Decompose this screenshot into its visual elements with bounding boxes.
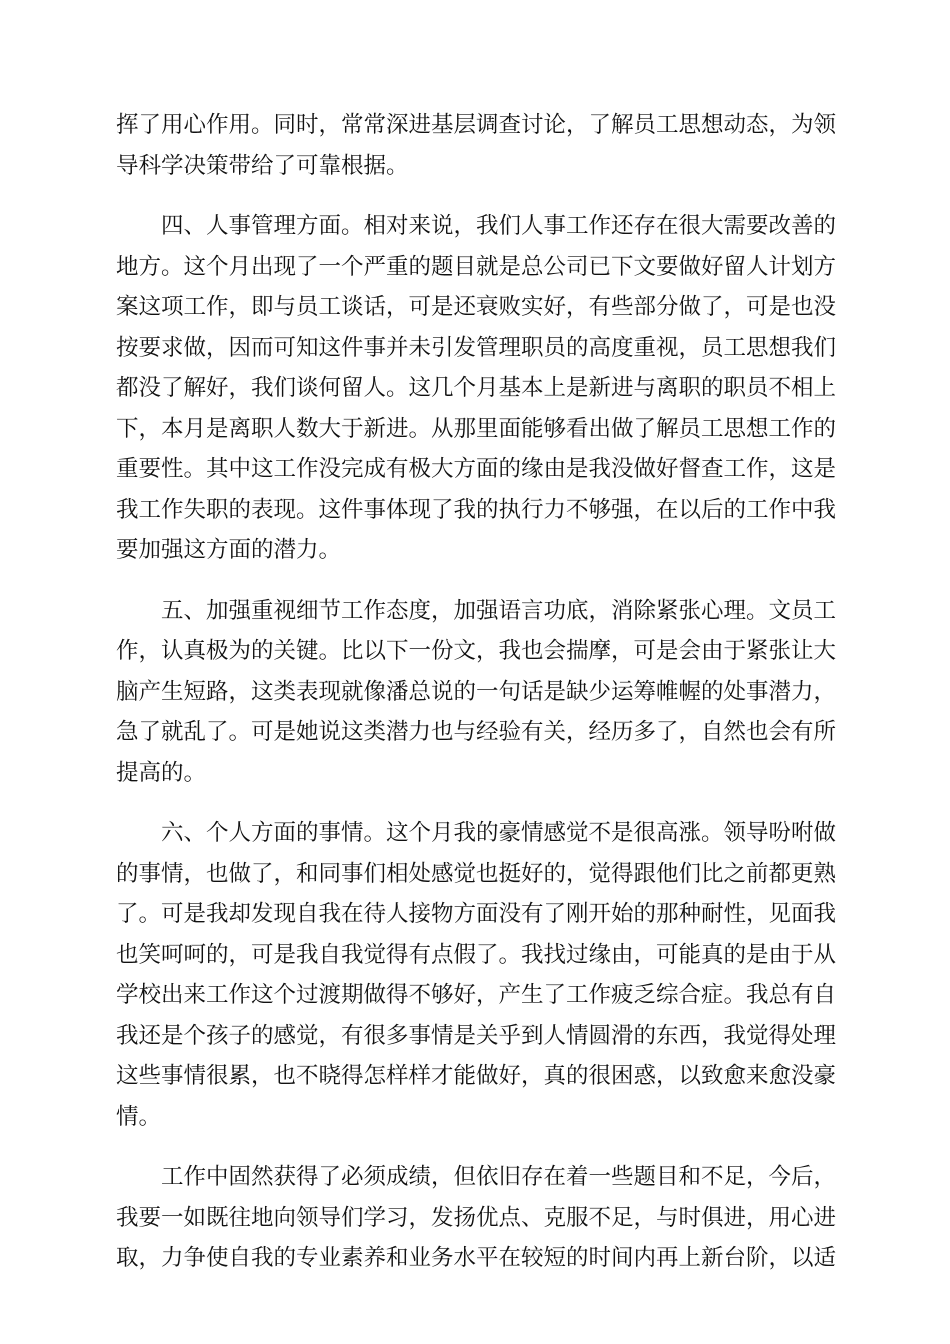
paragraph-conclusion: 工作中固然获得了必须成绩，但依旧存在着一些题目和不足，今后，我要一如既往地向领导们学习，发扬优点、克服不足，与时俱进，用心进取，力争使自我的专业素养和业务水平在较短的时间内再上新台阶，以适 — [116, 1164, 837, 1271]
document-body — [116, 105, 836, 1299]
paragraph-continuation: 挥了用心作用。同时，常常深进基层调查讨论，了解员工思想动态，为领导科学决策带给了可靠根据。 — [116, 112, 837, 179]
paragraph-personnel-management: 四、人事管理方面。相对来说，我们人事工作还存在很大需要改善的地方。这个月出现了一个严重的题目就是总公司已下文要做好留人计划方案这项工作，即与员工谈话，可是还衰败实好，有些部分做了，可是也没按要求做，因而可知这件事并未引发管理职员的高度重视，员工思想我们都没了解好，我们谈何留人。这几个月基本上是新进与离职的职员不相上下，本月是离职人数大于新进。从那里面能够看出做了解员工思想工作的重要性。其中这工作没完成有极大方面的缘由是我没做好督查工作，这是我工作失职的表现。这件事体现了我的执行力不够强，在以后的工作中我要加强这方面的潜力。 — [116, 213, 837, 563]
paragraph-personal-matters: 六、个人方面的事情。这个月我的豪情感觉不是很高涨。领导吩咐做的事情，也做了，和同事们相处感觉也挺好的，觉得跟他们比之前都更熟了。可是我却发现自我在待人接物方面没有了刚开始的那种耐性，见面我也笑呵呵的，可是我自我觉得有点假了。我找过缘由，可能真的是由于从学校出来工作这个过渡期做得不够好，产生了工作疲乏综合症。我总有自我还是个孩子的感觉，有很多事情是关乎到人情圆滑的东西，我觉得处理这些事情很累，也不晓得怎样样才能做好，真的很困惑，以致愈来愈没豪情。 — [116, 820, 837, 1130]
paragraph-work-attitude: 五、加强重视细节工作态度，加强语言功底，消除紧张心理。文员工作，认真极为的关键。比以下一份文，我也会揣摩，可是会由于紧张让大脑产生短路，这类表现就像潘总说的一句话是缺少运筹帷幄的处事潜力，急了就乱了。可是她说这类潜力也与经验有关，经历多了，自然也会有所提高的。 — [116, 597, 837, 786]
